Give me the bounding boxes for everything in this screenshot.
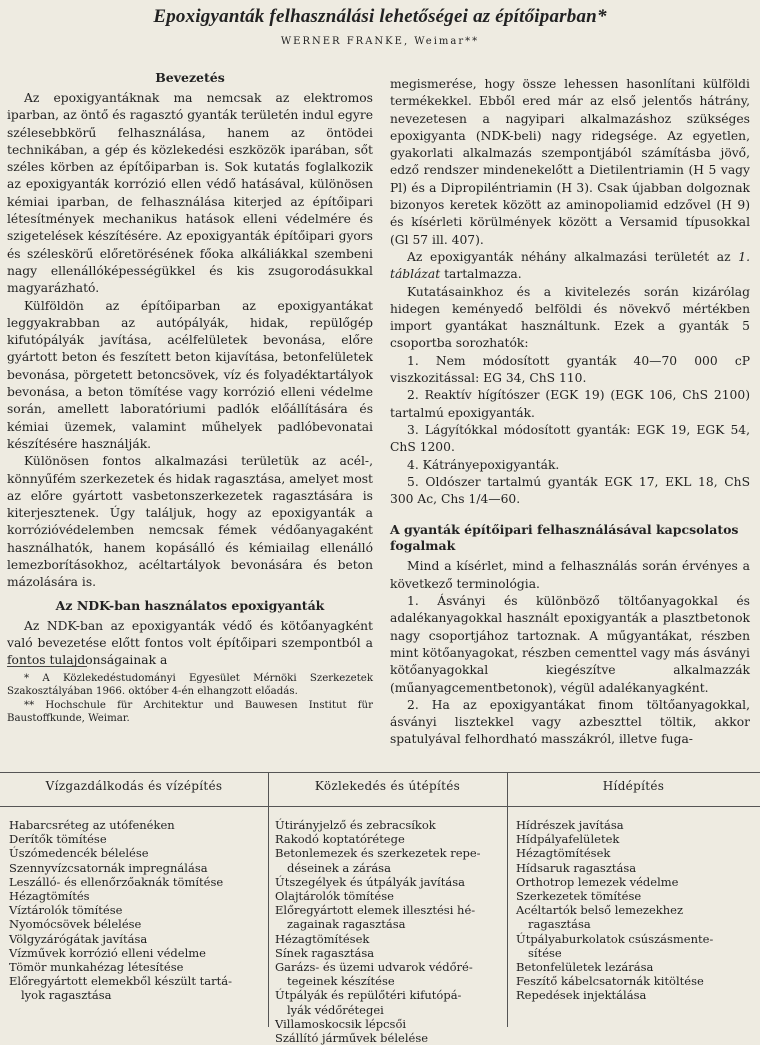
paragraph: Különösen fontos alkalmazási területük az acél-, könnyűfém szerkezetek és hidak ragasztása, amelyet most az előre gyártott vasbetonszerkezetek ragasztására is kiterjesztenek. Úgy találjuk, hogy az epoxigyanták a korrózióvédelemben nemcsak fémek védőanyagaként használhatók, hanem kopásálló és kémiailag ellenálló lemezborításokhoz, acéltartályok bevonására és beton mázolására is. [7,454,373,590]
table-cell-text: Betonfelületek lezárása [516,960,654,975]
table-cell [516,861,754,875]
table-cell-text: Garázs- és üzemi udvarok védőré- [275,960,473,975]
list-item: 4. Kátrányepoxigyanták. [407,457,560,472]
table-cell-text: Völgyzárógátak javítása [9,931,148,946]
paragraph: Az NDK-ban az epoxigyanták védő és kötőanyagként való bevezetése előtt fontos volt építőipari szempontból a fontos tulajdonságainak a [7,618,373,668]
table-cell [516,932,754,960]
paragraph: Mind a kísérlet, mind a felhasználás során érvényes a következő terminológia. [390,559,750,591]
table-cell-text: Vízművek korrózió elleni védelme [9,945,206,960]
table-cell-text: Útirányjelző és zebracsíkok [275,818,436,832]
table-cell [275,960,503,988]
list-item: 1. Nem módosított gyanták 40—70 000 cP viszkozitással: EG 34, ChS 110. [390,353,750,386]
paragraph: 1. Ásványi és különböző töltőanyagokkal és adalékanyagokkal használt epoxigyanták a plasztbetonok nagy csoportjához tartoznak. A műgyantákat, részben mint kötőanyagokat, részben cementtel vagy más ásványi kötőanyagokkal kiegészítve alkalmazzák (műanyagcementbetonok), végül adalékanyagként. [390,594,750,695]
table-cell-continuation: lyok ragasztása [21,988,112,1003]
table-column-divider [268,772,269,1027]
list-item: 3. Lágyítókkal módosított gyanták: EGK 19, EGK 54, ChS 1200. [390,422,750,455]
table-cell [516,832,754,846]
table-cell [9,875,265,889]
table-rule-header [0,806,760,807]
table-cell-text: Előregyártott elemekből készült tartá- [9,974,232,989]
table-cell-text: Habarcsréteg az utófenéken [9,818,175,832]
article-author: WERNER FRANKE, Weimar** [280,36,480,47]
table-cell-continuation: tegeinek készítése [287,974,395,989]
table-cell-text: Szennyvízcsatornák impregnálása [9,860,208,875]
table-cell-continuation: ragasztása [528,917,591,932]
table-cell-text: Acéltartók belső lemezekhez [516,903,683,918]
table-cell [9,960,265,974]
table-cell [516,960,754,974]
table-cell [516,988,754,1002]
paragraph: Kutatásainkhoz és a kivitelezés során kizárólag hidegen keményedő belföldi és növekvő mértékben import gyantákat használtunk. Ezek a gyanták 5 csoportba sorozhatók: [390,284,750,351]
table-column-water [9,818,265,1003]
table-cell [275,875,503,889]
left-column [7,70,373,670]
table-cell [9,974,265,1002]
table-cell [9,932,265,946]
table-cell-text: Szállító járművek bélelése [275,1031,429,1045]
table-cell [516,846,754,860]
table-reference: 1. táblázat [390,249,750,282]
table-cell-text: Előregyártott elemek illesztési hé- [275,903,476,918]
table-cell [9,889,265,903]
table-cell-text: Villamoskocsik lépcsői [275,1016,407,1031]
footnote: * A Közlekedéstudományi Egyesület Mérnöki Szerkezetek Szakosztályában 1966. október 4-én elhangzott előadás. [7,673,373,698]
table-cell [516,974,754,988]
table-cell-text: Sínek ragasztása [275,945,375,960]
table-cell-text: Leszálló- és ellenőrzőaknák tömítése [9,874,224,889]
table-cell [9,846,265,860]
table-cell-text: Rakodó koptatórétege [275,832,405,847]
table-cell-text: Szerkezetek tömítése [516,889,642,904]
table-cell-text: Útpályák és repülőtéri kifutópá- [275,988,462,1003]
table-cell [9,861,265,875]
table-column-divider [507,772,508,1027]
paragraph: Az epoxigyantáknak ma nemcsak az elektromos iparban, az öntő és ragasztó gyanták területén indul egyre szélesebbkörű felhasználása, hanem az öntödei technikában, a gép és közlekedési eszközök iparában, sőt széles körben az építőiparban is. Sok kutatás foglalkozik az epoxigyanták korrózió ellen védő hatásával, különösen kémiai iparban, de felhasználása kiterjed az építőipari létesítmények mechanikus hatások elleni védelmére és szigetelések készítésére. Az epoxigyanták építőipari gyors és széleskörű előretörésének főoka alkáliákkal szembeni nagy ellenállóképességükkel és kis zsugorodásukkal magyarázható. [7,91,373,296]
table-cell [275,932,503,946]
footnote-divider [7,666,87,667]
table-cell-text: Víztárolók tömítése [9,903,123,918]
table-cell [516,875,754,889]
table-column-transport [275,818,503,1045]
article-title: Epoxigyanták felhasználási lehetőségei az építőiparban* [153,6,607,27]
paragraph: megismerése, hogy össze lehessen hasonlítani külföldi termékekkel. Ebből ered már az első jelentős hátrány, nevezetesen a nagyipari alkalmazáshoz szükséges epoxigyanta (NDK-beli) nagy ridegsége. Az egyetlen, gyakorlati alkalmazás szempontjából számításba jövő, edző rendszer mindenekelőtt a Dietilentriamin (H 5 vagy Pl) és a Dipropiléntriamin (H 3). Csak újabban dolgoznak bizonyos keretek között az aminopoliamid edzővel (H 9) és kísérleti körülmények között a Versamid típusokkal (Gl 57 ill. 407). [390,77,750,247]
table-cell [275,903,503,931]
table-header-bridge: Hídépítés [602,779,665,793]
table-cell [275,832,503,846]
table-cell-text: Derítők tömítése [9,832,107,847]
table-cell-continuation: sítése [528,945,562,960]
table-cell [9,818,265,832]
table-cell [516,818,754,832]
table-cell-text: Útpályaburkolatok csúszásmente- [516,931,714,946]
table-cell-text: Hézagtömítések [516,846,611,861]
table-cell [275,946,503,960]
table-cell-text: Hézagtömítések [275,931,370,946]
table-rule-top [0,772,760,773]
table-cell [516,889,754,903]
table-cell [9,832,265,846]
paragraph: Külföldön az építőiparban az epoxigyantákat leggyakrabban az autópályák, hidak, repülőgép kifutópályák javítása, acélfelületek bevonása, előre gyártott beton és feszített beton kijavítása, betonfelületek bevonása, pörgetett betoncsövek, víz és folyadéktartályok bevonása, a beton tömítése vagy korrózió elleni védelme során, amellett laboratóriumi padlók előállítására és kémiai üzemek, valamint műhelyek padlóbevonatai készítésére használják. [7,298,373,451]
list-item: 2. Reaktív hígítószer (EGK 19) (EGK 106, ChS 2100) tartalmú epoxigyanták. [390,388,750,420]
table-cell-text: Nyomócsövek bélelése [9,917,142,932]
table-cell-text: Betonlemezek és szerkezetek repe- [275,846,481,861]
table-cell-text: Hídrészek javítása [516,818,624,832]
table-cell [275,1017,503,1031]
table-cell-continuation: zagainak ragasztása [287,917,406,932]
paragraph-text: tartalmazza. [440,267,522,282]
table-column-bridge [516,818,754,1003]
resin-group-list [390,353,750,509]
right-column [390,76,750,749]
table-cell [275,818,503,832]
table-cell-text: Úszómedencék bélelése [9,846,149,861]
section-heading-terminology: A gyanták építőipari felhasználásával kapcsolatos fogalmak [390,522,739,554]
footnote: ** Hochschule für Architektur und Bauwesen Institut für Baustoffkunde, Weimar. [7,699,373,724]
table-cell [516,903,754,931]
table-cell [9,903,265,917]
table-cell-text: Hézagtömítés [9,889,90,904]
table-header-water: Vízgazdálkodás és vízépítés [45,779,223,793]
table-cell-continuation: déseinek a zárása [287,860,391,875]
table-cell-text: Tömör munkahézag létesítése [9,960,184,975]
table-cell-text: Feszítő kábelcsatornák kitöltése [516,974,704,989]
table-cell [275,1031,503,1045]
table-cell-text: Orthotrop lemezek védelme [516,874,679,889]
table-cell [9,946,265,960]
table-cell-text: Olajtárolók tömítése [275,889,394,904]
list-item: 5. Oldószer tartalmú gyanták EGK 17, EKL 18, ChS 300 Ac, Chs 1/4—60. [390,474,750,507]
table-cell [9,917,265,931]
table-cell-text: Hídsaruk ragasztása [516,860,637,875]
table-cell [275,846,503,874]
paragraph [390,249,750,284]
paragraph: 2. Ha az epoxigyantákat finom töltőanyagokkal, ásványi lisztekkel vagy azbeszttel töltik, akkor spatulyával felhordható masszákról, illetve fuga- [390,697,750,747]
application-table [0,772,760,1045]
table-cell-continuation: lyák védőrétegei [287,1002,384,1017]
table-cell-text: Repedések injektálása [516,988,647,1003]
table-cell [275,988,503,1016]
paragraph-text: Az epoxigyanták néhány alkalmazási területét az [407,249,739,264]
table-cell [275,889,503,903]
table-header-transport: Közlekedés és útépítés [314,779,461,793]
section-heading-ndk-resins: Az NDK-ban használatos epoxigyanták [55,597,325,613]
section-heading-introduction: Bevezetés [155,70,225,85]
table-cell-text: Útszegélyek és útpályák javítása [275,874,465,889]
footnotes [7,672,373,725]
table-cell-text: Hídpályafelületek [516,832,620,847]
